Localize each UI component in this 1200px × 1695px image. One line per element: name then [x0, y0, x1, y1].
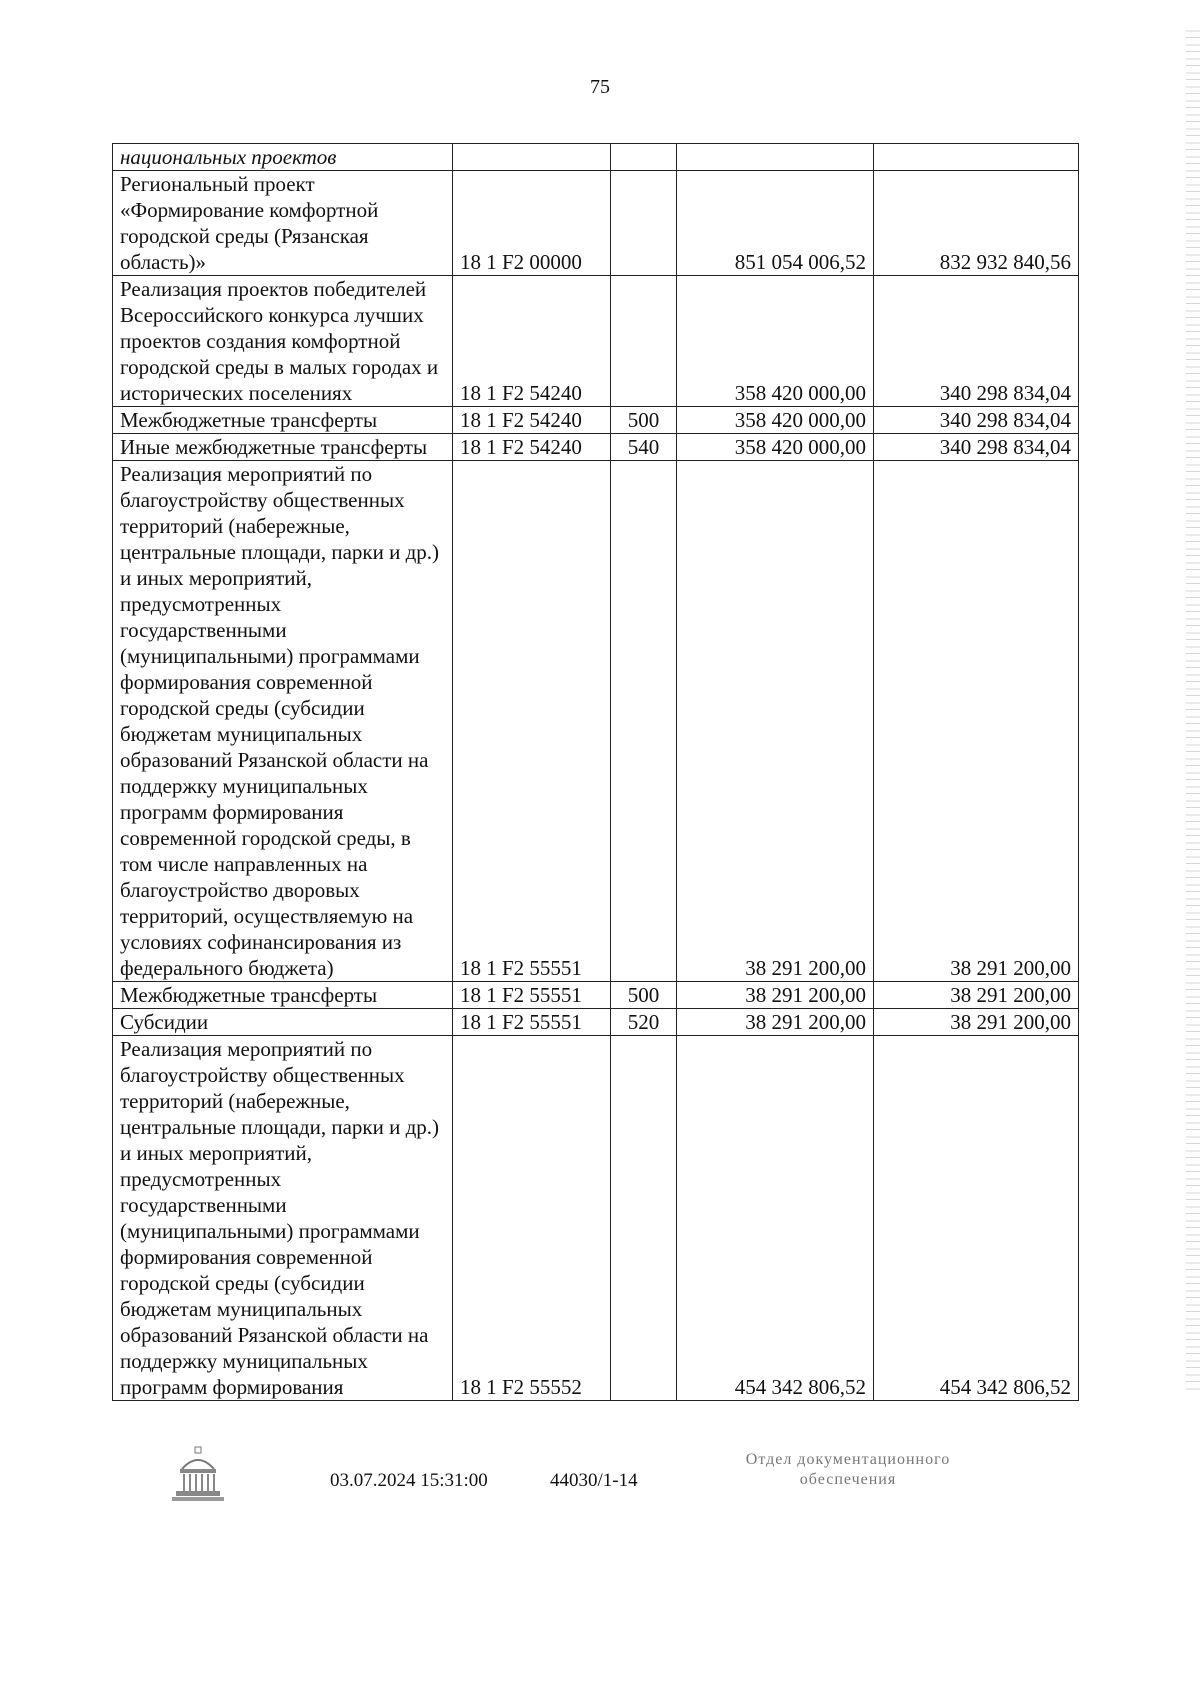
- row-code: 18 1 F2 54240: [453, 434, 611, 461]
- row-type: [611, 171, 677, 276]
- row-name: Реализация мероприятий по благоустройству общественных территорий (набережные, центральные площади, парки и др.) и иных мероприятий, предусмотренных государственными (муниципальными) программами формирования современной городской среды (субсидии бюджетам муниципальных образований Рязанской области на поддержку муниципальных программ формирования: [113, 1036, 453, 1401]
- row-code: 18 1 F2 55551: [453, 461, 611, 982]
- row-code: 18 1 F2 55551: [453, 982, 611, 1009]
- row-type: 500: [611, 982, 677, 1009]
- row-code: 18 1 F2 54240: [453, 407, 611, 434]
- row-code: 18 1 F2 55552: [453, 1036, 611, 1401]
- row-type: [611, 1036, 677, 1401]
- row-sum2: 454 342 806,52: [874, 1036, 1079, 1401]
- row-name: Реализация мероприятий по благоустройству общественных территорий (набережные, центральные площади, парки и др.) и иных мероприятий, предусмотренных государственными (муниципальными) программами формирования современной городской среды (субсидии бюджетам муниципальных образований Рязанской области на поддержку муниципальных программ формирования современной городской среды, в том числе направленных на благоустройство дворовых территорий, осуществляемую на условиях софинансирования из федерального бюджета): [113, 461, 453, 982]
- row-type: [611, 276, 677, 407]
- department-line-1: Отдел документационного: [745, 1451, 951, 1468]
- row-type: [611, 461, 677, 982]
- row-sum2: 340 298 834,04: [874, 434, 1079, 461]
- row-sum2: 832 932 840,56: [874, 171, 1079, 276]
- row-sum2: 38 291 200,00: [874, 982, 1079, 1009]
- row-sum2: 38 291 200,00: [874, 1009, 1079, 1036]
- table-row: [113, 461, 1079, 982]
- row-name: Реализация проектов победителей Всероссийского конкурса лучших проектов создания комфортной городской среды в малых городах и исторических поселениях: [113, 276, 453, 407]
- row-sum1: 454 342 806,52: [677, 1036, 874, 1401]
- footer-doc-number: 44030/1-14: [550, 1470, 638, 1491]
- row-name: Межбюджетные трансферты: [113, 407, 453, 434]
- row-sum2: [874, 144, 1079, 171]
- table-row: [113, 1009, 1079, 1036]
- row-code: 18 1 F2 54240: [453, 276, 611, 407]
- row-sum1: 38 291 200,00: [677, 461, 874, 982]
- table-row: [113, 434, 1079, 461]
- row-sum1: 358 420 000,00: [677, 407, 874, 434]
- row-sum1: 38 291 200,00: [677, 982, 874, 1009]
- budget-table: [112, 143, 1079, 1401]
- row-name: Региональный проект «Формирование комфортной городской среды (Рязанская область)»: [113, 171, 453, 276]
- duma-emblem-icon: [168, 1445, 228, 1505]
- row-sum1: 38 291 200,00: [677, 1009, 874, 1036]
- row-name: Межбюджетные трансферты: [113, 982, 453, 1009]
- row-type: 540: [611, 434, 677, 461]
- department-stamp: [718, 1450, 978, 1490]
- row-name: национальных проектов: [113, 144, 453, 171]
- table-row: [113, 1036, 1079, 1401]
- row-type: 500: [611, 407, 677, 434]
- row-sum2: 340 298 834,04: [874, 276, 1079, 407]
- row-name: Субсидии: [113, 1009, 453, 1036]
- row-type: [611, 144, 677, 171]
- row-sum1: 851 054 006,52: [677, 171, 874, 276]
- page-number: 75: [590, 76, 610, 98]
- row-code: 18 1 F2 55551: [453, 1009, 611, 1036]
- table-row: [113, 276, 1079, 407]
- row-code: 18 1 F2 00000: [453, 171, 611, 276]
- scan-edge-artifact: [1186, 30, 1200, 1390]
- table-row: [113, 982, 1079, 1009]
- row-name: Иные межбюджетные трансферты: [113, 434, 453, 461]
- table-row: [113, 171, 1079, 276]
- row-sum1: [677, 144, 874, 171]
- row-type: 520: [611, 1009, 677, 1036]
- row-sum1: 358 420 000,00: [677, 434, 874, 461]
- table-row: [113, 144, 1079, 171]
- row-sum2: 38 291 200,00: [874, 461, 1079, 982]
- department-line-2: обеспечения: [799, 1471, 897, 1488]
- footer-date: 03.07.2024 15:31:00: [330, 1470, 488, 1491]
- row-sum1: 358 420 000,00: [677, 276, 874, 407]
- row-sum2: 340 298 834,04: [874, 407, 1079, 434]
- row-code: [453, 144, 611, 171]
- table-row: [113, 407, 1079, 434]
